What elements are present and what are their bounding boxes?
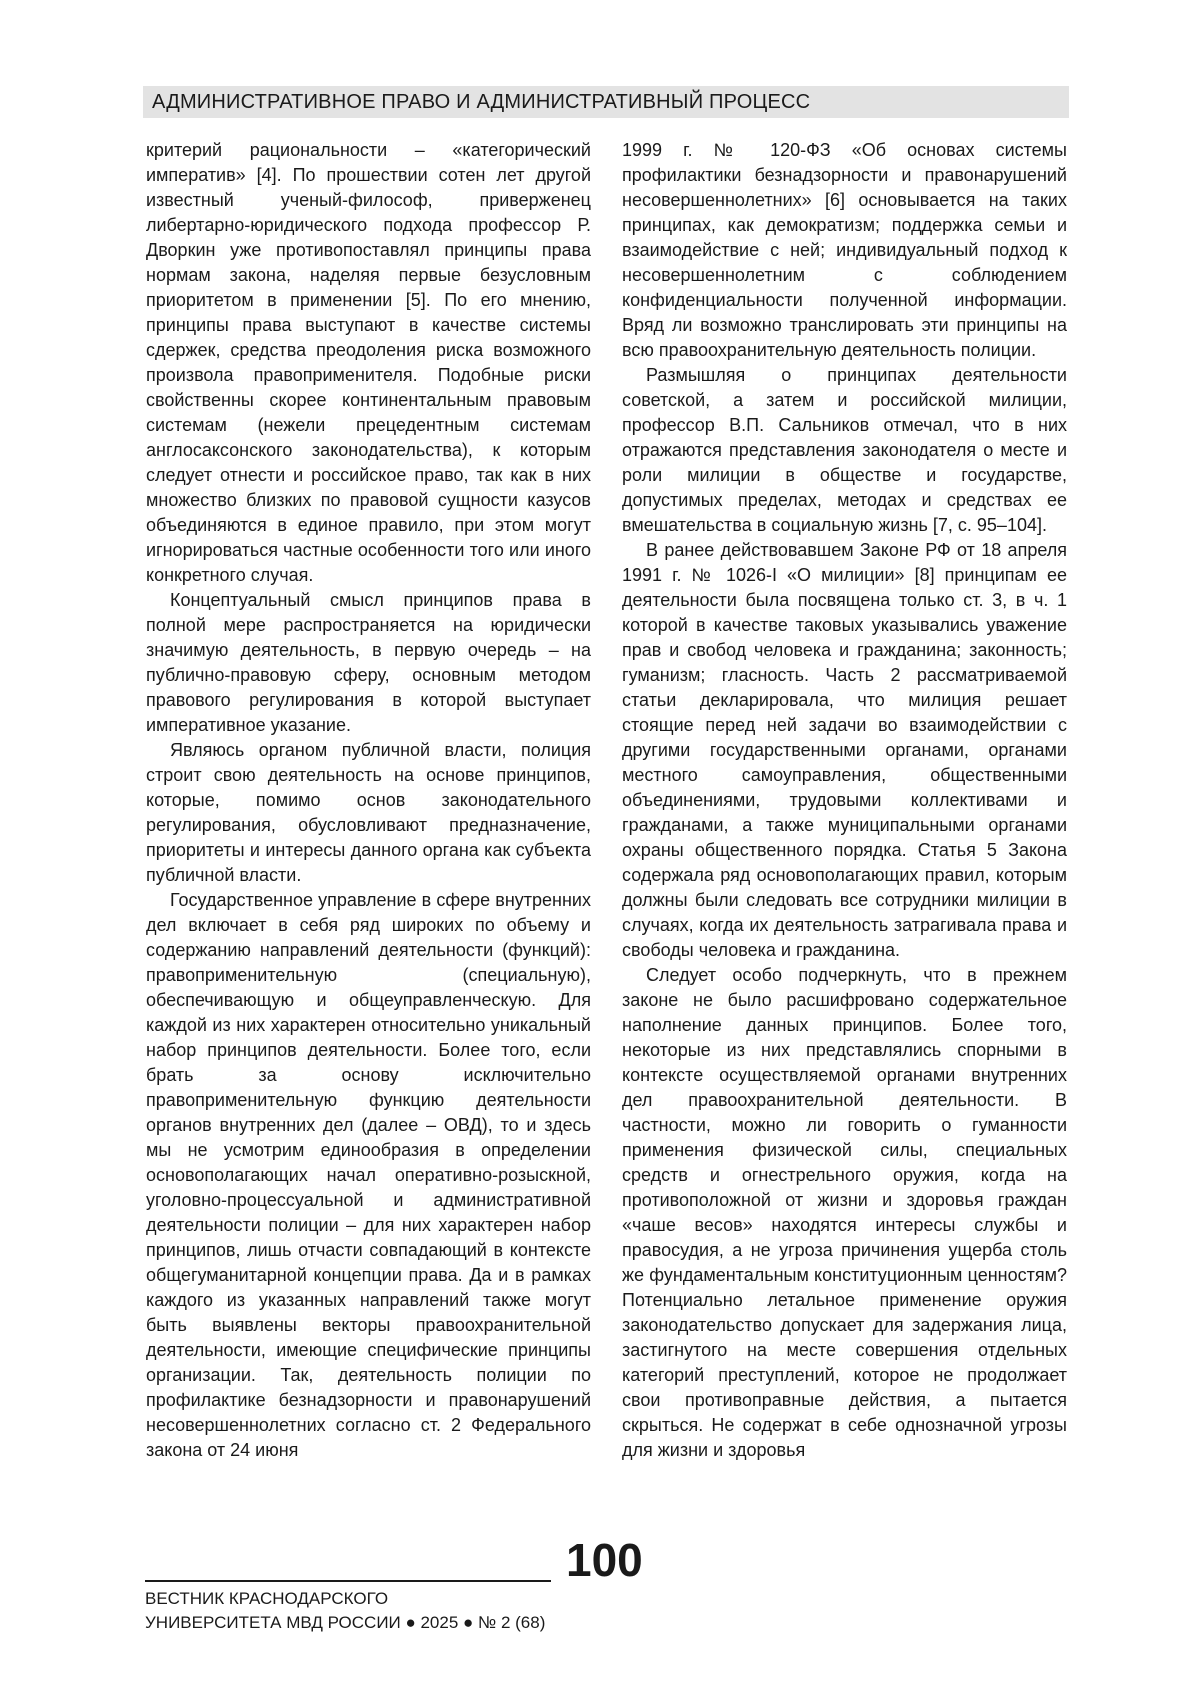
section-title: АДМИНИСТРАТИВНОЕ ПРАВО И АДМИНИСТРАТИВНЫЙ ПРОЦЕСС [152, 91, 811, 113]
paragraph: критерий рациональности – «категорический императив» [4]. По прошествии сотен лет другой известный ученый-философ, приверженец либертарно-юридического подхода профессор Р. Дворкин уже противопоставлял принципы права нормам закона, наделяя первые безусловным приоритетом в применении [5]. По его мнению, принципы права выступают в качестве системы сдержек, средства преодоления риска возможного произвола правоприменителя. Подобные риски свойственны скорее континентальным правовым системам (нежели прецедентным системам англосаксонского законодательства), к которым следует отнести и российское право, так как в них множество близких по правовой сущности казусов объединяются в единое правило, при этом могут игнорироваться частные особенности того или иного конкретного случая. [146, 140, 591, 585]
paragraph: Являюсь органом публичной власти, полиция строит свою деятельность на основе принципов, которые, помимо основ законодательного регулирования, обусловливают предназначение, приоритеты и интересы данного органа как субъекта публичной власти. [146, 740, 591, 885]
paragraph: Следует особо подчеркнуть, что в прежнем законе не было расшифровано содержательное наполнение данных принципов. Более того, некоторые из них представлялись спорными в контексте осуществляемой органами внутренних дел правоохранительной деятельности. В частности, можно ли говорить о гуманности применения физической силы, специальных средств и огнестрельного оружия, когда на противоположной от жизни и здоровья граждан «чаше весов» находятся интересы службы и правосудия, а не угроза причинения ущерба столь же фундаментальным конституционным ценностям? Потенциально летальное применение оружия законодательство допускает для задержания лица, застигнутого на месте совершения отдельных категорий преступлений, которое не продолжает свои противоправные действия, а пытается скрыться. Не содержат в себе однозначной угрозы для жизни и здоровья [622, 965, 1067, 1460]
paragraph: Концептуальный смысл принципов права в полной мере распространяется на юридически значимую деятельность, в первую очередь – на публично-правовую сферу, основным методом правового регулирования в которой выступает императивное указание. [146, 590, 591, 735]
left-column [146, 138, 591, 1463]
footer-rule [145, 1580, 551, 1582]
paragraph: Государственное управление в сфере внутренних дел включает в себя ряд широких по объему и содержанию направлений деятельности (функций): правоприменительную (специальную), обеспечивающую и общеуправленческую. Для каждой из них характерен относительно уникальный набор принципов деятельности. Более того, если брать за основу исключительно правоприменительную функцию деятельности органов внутренних дел (далее – ОВД), то и здесь мы не усмотрим единообразия в определении основополагающих начал оперативно-розыскной, уголовно-процессуальной и административной деятельности полиции – для них характерен набор принципов, лишь отчасти совпадающий в контексте общегуманитарной концепции права. Да и в рамках каждого из указанных направлений также могут быть выявлены векторы правоохранительной деятельности, имеющие специфические принципы организации. Так, деятельность полиции по профилактике безнадзорности и правонарушений несовершеннолетних согласно ст. 2 Федерального закона от 24 июня [146, 890, 591, 1460]
paragraph: 1999 г. № 120-ФЗ «Об основах системы профилактики безнадзорности и правонарушений несовершеннолетних» [6] основывается на таких принципах, как демократизм; поддержка семьи и взаимодействие с ней; индивидуальный подход к несовершеннолетним с соблюдением конфиденциальности полученной информации. Вряд ли возможно транслировать эти принципы на всю правоохранительную деятельность полиции. [622, 140, 1067, 360]
journal-title-line-2: УНИВЕРСИТЕТА МВД РОССИИ ● 2025 ● № 2 (68) [145, 1613, 546, 1632]
page-number: 100 [566, 1534, 643, 1586]
paragraph: Размышляя о принципах деятельности советской, а затем и российской милиции, профессор В.П. Сальников отмечал, что в них отражаются представления законодателя о месте и роли милиции в обществе и государстве, допустимых пределах, методах и средствах ее вмешательства в социальную жизнь [7, с. 95–104]. [622, 365, 1067, 535]
journal-title-line-1: ВЕСТНИК КРАСНОДАРСКОГО [145, 1589, 389, 1608]
paragraph: В ранее действовавшем Законе РФ от 18 апреля 1991 г. № 1026-I «О милиции» [8] принципам ее деятельности была посвящена только ст. 3, в ч. 1 которой в качестве таковых указывались уважение прав и свобод человека и гражданина; законность; гуманизм; гласность. Часть 2 рассматриваемой статьи декларировала, что милиция решает стоящие перед ней задачи во взаимодействии с другими государственными органами, органами местного самоуправления, общественными объединениями, трудовыми коллективами и гражданами, а также муниципальными органами охраны общественного порядка. Статья 5 Закона содержала ряд основополагающих правил, которым должны были следовать все сотрудники милиции в случаях, когда их деятельность затрагивала права и свободы человека и гражданина. [622, 540, 1067, 960]
right-column [622, 138, 1067, 1463]
